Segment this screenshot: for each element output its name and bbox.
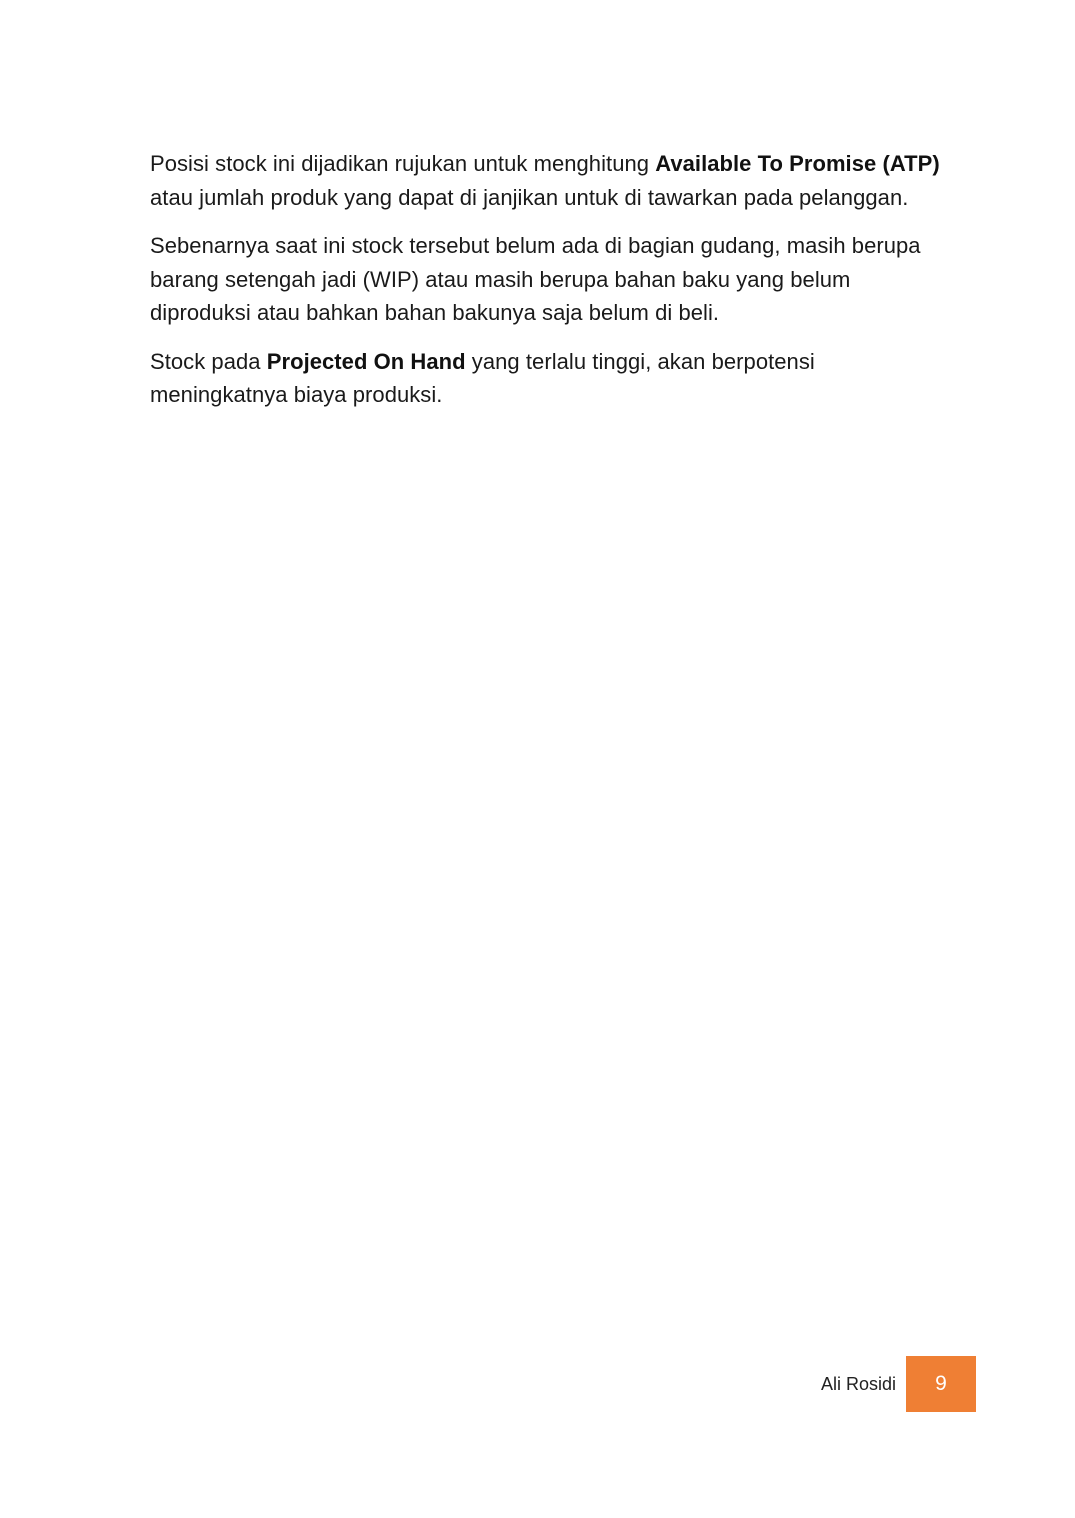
term-projected-on-hand: Projected On Hand bbox=[266, 348, 466, 374]
paragraph-text: Posisi stock ini dijadikan rujukan untuk menghitung bbox=[150, 151, 656, 176]
document-body bbox=[150, 147, 940, 427]
paragraph-atp bbox=[150, 147, 940, 214]
term-available-to-promise: Available To Promise (ATP) bbox=[655, 151, 940, 176]
paragraph-text: atau jumlah produk yang dapat di janjikan untuk di tawarkan pada pelanggan. bbox=[150, 184, 909, 210]
footer-author: Ali Rosidi bbox=[820, 1374, 896, 1394]
paragraph-text: yang terlalu tinggi, akan berpotensi meningkatnya biaya produksi. bbox=[150, 348, 815, 407]
paragraph-projected-on-hand bbox=[150, 345, 940, 412]
page-number-badge: 9 bbox=[906, 1356, 976, 1412]
paragraph-text: Sebenarnya saat ini stock tersebut belum ada di bagian gudang, masih berupa barang setengah jadi (WIP) atau masih berupa bahan baku yang belum diproduksi atau bahkan bahan bakunya saja belum di beli. bbox=[150, 233, 921, 325]
paragraph-text: Stock pada bbox=[150, 348, 267, 374]
paragraph-stock-status bbox=[150, 229, 940, 330]
